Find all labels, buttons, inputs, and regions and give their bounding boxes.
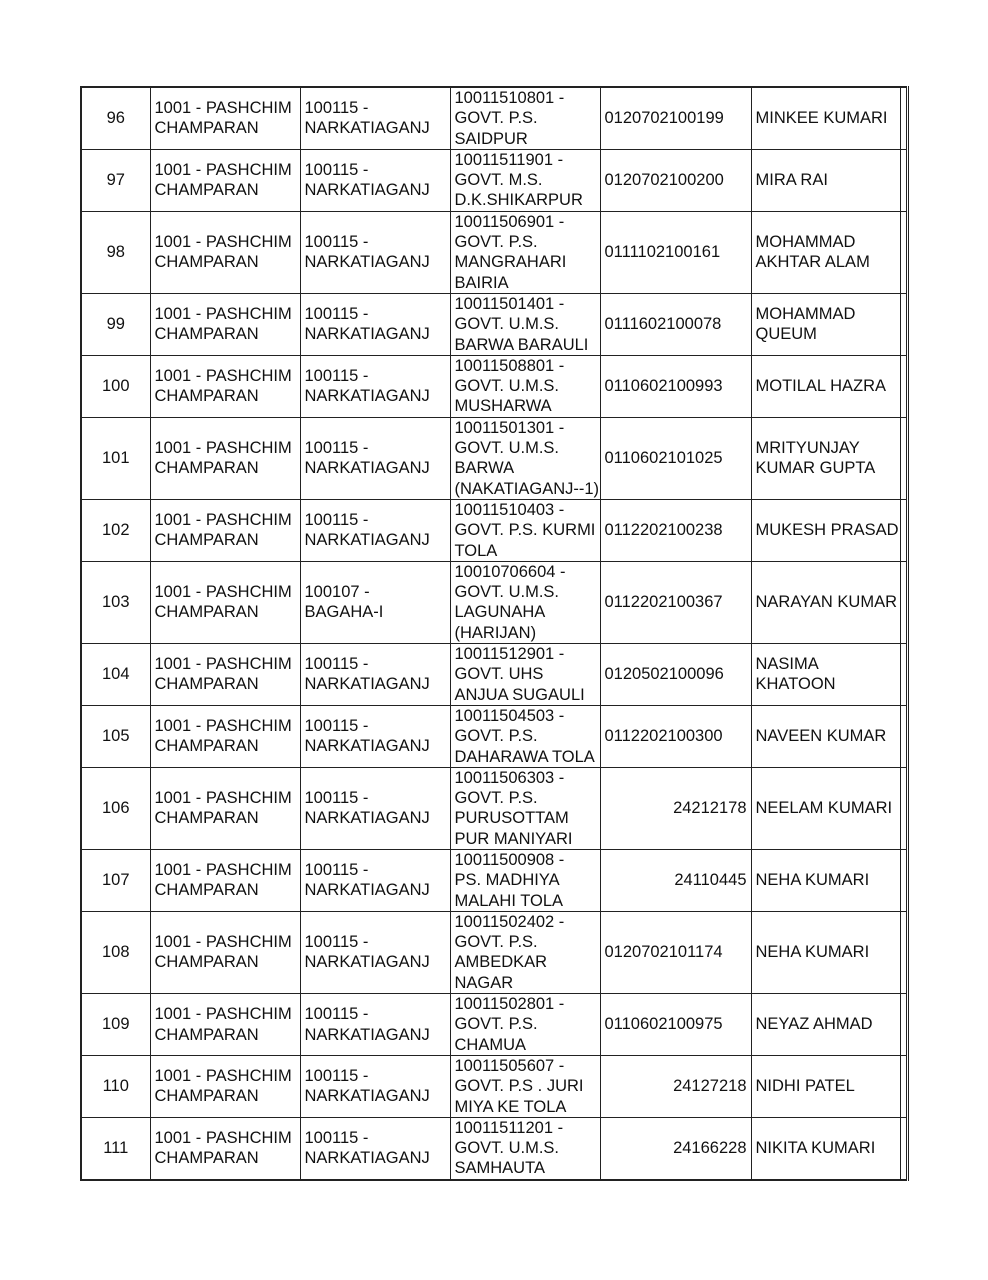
district-line: 1001 - PASHCHIM [154,1067,292,1086]
block-line: 100115 - [304,789,369,808]
district-line: CHAMPARAN [154,603,259,622]
name-line: MINKEE KUMARI [755,109,888,128]
district-cell [150,911,300,993]
block-cell [300,911,450,993]
serial-number-cell: 98 [81,211,150,293]
school-cell [450,417,600,499]
school-cell [450,211,600,293]
serial-number-cell: 103 [81,561,150,643]
school-line: (NAKATIAGANJ--1) [454,479,600,498]
serial-number-cell: 99 [81,293,150,355]
block-cell [300,293,450,355]
district-line: CHAMPARAN [154,531,259,550]
name-cell [751,705,900,767]
name-line: NEYAZ AHMAD [755,1015,873,1034]
employee-id-cell: 0110602100975 [600,994,751,1056]
table-row [81,355,907,417]
block-line: 100115 - [304,655,369,674]
name-line: KHATOON [755,675,836,694]
employee-id-cell: 0111602100078 [600,293,751,355]
district-cell [150,705,300,767]
name-line: MOHAMMAD [755,233,856,252]
serial-number-cell: 105 [81,705,150,767]
block-line: 100115 - [304,305,369,324]
school-cell [450,87,600,149]
row-edge [900,561,907,643]
school-line: GOVT. P.S. KURMI [454,521,596,540]
name-cell [751,561,900,643]
school-line: (HARIJAN) [454,623,537,642]
table-row [81,1117,907,1179]
district-line: 1001 - PASHCHIM [154,861,292,880]
block-cell [300,149,450,211]
school-cell [450,1117,600,1179]
employee-id-cell: 0111102100161 [600,211,751,293]
district-line: 1001 - PASHCHIM [154,439,292,458]
block-line: 100115 - [304,439,369,458]
school-line: 10011506901 - [454,212,565,231]
row-edge [900,911,907,993]
row-edge [900,705,907,767]
district-line: 1001 - PASHCHIM [154,655,292,674]
district-cell [150,1117,300,1179]
name-line: NARAYAN KUMAR [755,593,897,612]
name-cell [751,994,900,1056]
school-line: D.K.SHIKARPUR [454,191,583,210]
name-cell [751,499,900,561]
serial-number-cell: 101 [81,417,150,499]
school-cell [450,355,600,417]
district-line: CHAMPARAN [154,737,259,756]
school-cell [450,994,600,1056]
school-cell [450,149,600,211]
school-line: 10011502402 - [454,912,565,931]
school-line: 10011510403 - [454,500,565,519]
row-edge [900,1055,907,1117]
school-line: GOVT. U.M.S. [454,439,560,458]
block-line: 100115 - [304,717,369,736]
block-line: 100115 - [304,861,369,880]
serial-number-cell: 111 [81,1117,150,1179]
block-line: NARKATIAGANJ [304,387,430,406]
school-line: MUSHARWA [454,397,552,416]
district-line: 1001 - PASHCHIM [154,233,292,252]
school-cell [450,911,600,993]
district-cell [150,561,300,643]
school-line: GOVT. M.S. [454,171,543,190]
employee-id-cell: 0120502100096 [600,644,751,706]
district-line: 1001 - PASHCHIM [154,1128,292,1147]
district-line: 1001 - PASHCHIM [154,1005,292,1024]
table-row [81,994,907,1056]
block-cell [300,849,450,911]
block-line: 100115 - [304,933,369,952]
district-line: CHAMPARAN [154,809,259,828]
name-line: NEHA KUMARI [755,943,870,962]
school-line: 10011511201 - [454,1118,564,1137]
district-line: 1001 - PASHCHIM [154,583,292,602]
school-line: 10011506303 - [454,768,565,787]
school-line: DAHARAWA TOLA [454,747,595,766]
name-line: MOHAMMAD [755,305,856,324]
district-cell [150,211,300,293]
employee-id-cell: 0112202100238 [600,499,751,561]
school-line: GOVT. U.M.S. [454,315,560,334]
table-row [81,149,907,211]
row-edge [900,499,907,561]
name-line: MOTILAL HAZRA [755,377,886,396]
teacher-list-table [80,86,909,1181]
table-row [81,417,907,499]
block-line: 100115 - [304,1067,369,1086]
school-cell [450,849,600,911]
serial-number-cell: 100 [81,355,150,417]
district-line: CHAMPARAN [154,119,259,138]
district-cell [150,355,300,417]
name-cell [751,849,900,911]
employee-id-cell: 0120702100200 [600,149,751,211]
school-cell [450,499,600,561]
block-line: 100115 - [304,511,369,530]
district-line: 1001 - PASHCHIM [154,99,292,118]
table-row [81,211,907,293]
block-line: BAGAHA-I [304,603,384,622]
name-cell [751,211,900,293]
serial-number-cell: 110 [81,1055,150,1117]
employee-id-cell: 0110602101025 [600,417,751,499]
district-line: 1001 - PASHCHIM [154,717,292,736]
name-cell [751,644,900,706]
table-row [81,293,907,355]
district-cell [150,87,300,149]
district-line: CHAMPARAN [154,459,259,478]
name-cell [751,767,900,849]
school-line: GOVT. UHS [454,665,544,684]
name-cell [751,355,900,417]
block-cell [300,994,450,1056]
school-cell [450,705,600,767]
district-line: 1001 - PASHCHIM [154,789,292,808]
row-edge [900,849,907,911]
row-edge [900,293,907,355]
block-line: NARKATIAGANJ [304,809,430,828]
row-edge [900,211,907,293]
name-cell [751,1055,900,1117]
name-cell [751,87,900,149]
school-line: GOVT. P.S. [454,109,538,128]
school-line: GOVT. P.S. [454,233,538,252]
block-line: NARKATIAGANJ [304,181,430,200]
school-line: 10011510801 - [454,89,565,107]
district-line: CHAMPARAN [154,387,259,406]
district-cell [150,149,300,211]
district-line: CHAMPARAN [154,181,259,200]
row-edge [900,1117,907,1179]
school-line: PS. MADHIYA [454,871,560,890]
row-edge [900,644,907,706]
school-line: NAGAR [454,973,514,992]
block-line: NARKATIAGANJ [304,953,430,972]
school-cell [450,561,600,643]
district-line: CHAMPARAN [154,253,259,272]
school-line: 10011505607 - [454,1056,565,1075]
employee-id-cell: 0120702100199 [600,87,751,149]
school-line: GOVT. U.M.S. [454,583,560,602]
row-edge [900,994,907,1056]
name-cell [751,417,900,499]
table-row [81,705,907,767]
table-row [81,561,907,643]
school-line: PURUSOTTAM [454,809,569,828]
block-line: 100115 - [304,161,369,180]
block-line: NARKATIAGANJ [304,531,430,550]
school-cell [450,644,600,706]
block-line: NARKATIAGANJ [304,1149,430,1168]
school-line: MALAHI TOLA [454,891,564,910]
serial-number-cell: 96 [81,87,150,149]
name-line: QUEUM [755,325,817,344]
school-cell [450,1055,600,1117]
district-line: CHAMPARAN [154,1087,259,1106]
school-line: GOVT. P.S. [454,789,538,808]
name-line: NEHA KUMARI [755,871,870,890]
table-body [81,87,907,1180]
school-line: TOLA [454,541,498,560]
school-line: CHAMUA [454,1035,527,1054]
school-line: 10011501401 - [454,294,565,313]
district-cell [150,417,300,499]
district-line: CHAMPARAN [154,1025,259,1044]
school-line: ANJUA SUGAULI [454,685,585,704]
school-line: GOVT. P.S. [454,933,538,952]
school-line: 10011500908 - [454,850,565,869]
table-row [81,644,907,706]
name-line: NIKITA KUMARI [755,1139,876,1158]
school-line: GOVT. U.M.S. [454,1139,560,1158]
name-line: KUMAR GUPTA [755,459,876,478]
district-line: CHAMPARAN [154,675,259,694]
school-line: 10011502801 - [454,995,565,1014]
employee-id-cell: 24166228 [600,1117,751,1179]
employee-id-cell: 24127218 [600,1055,751,1117]
name-line: NASIMA [755,655,819,674]
serial-number-cell: 102 [81,499,150,561]
school-line: SAIDPUR [454,129,528,148]
block-cell [300,1117,450,1179]
district-line: CHAMPARAN [154,1149,259,1168]
district-line: 1001 - PASHCHIM [154,305,292,324]
district-line: 1001 - PASHCHIM [154,933,292,952]
school-line: MIYA KE TOLA [454,1097,567,1116]
name-line: MIRA RAI [755,171,828,190]
block-cell [300,87,450,149]
name-line: MRITYUNJAY [755,439,860,458]
block-cell [300,499,450,561]
block-line: NARKATIAGANJ [304,1025,430,1044]
employee-id-cell: 0110602100993 [600,355,751,417]
school-line: SAMHAUTA [454,1159,545,1178]
block-line: NARKATIAGANJ [304,119,430,138]
name-line: NEELAM KUMARI [755,799,893,818]
employee-id-cell: 0112202100367 [600,561,751,643]
school-cell [450,293,600,355]
school-line: AMBEDKAR [454,953,548,972]
serial-number-cell: 107 [81,849,150,911]
block-line: 100115 - [304,367,369,385]
block-line: NARKATIAGANJ [304,459,430,478]
school-line: 10011512901 - [454,645,565,664]
block-cell [300,211,450,293]
district-cell [150,767,300,849]
district-cell [150,644,300,706]
school-cell [450,767,600,849]
school-line: LAGUNAHA [454,603,546,622]
name-line: AKHTAR ALAM [755,253,870,272]
serial-number-cell: 109 [81,994,150,1056]
block-cell [300,767,450,849]
table-row [81,87,907,149]
employee-id-cell: 24110445 [600,849,751,911]
name-cell [751,1117,900,1179]
district-line: CHAMPARAN [154,881,259,900]
district-line: CHAMPARAN [154,325,259,344]
block-cell [300,417,450,499]
district-line: 1001 - PASHCHIM [154,511,292,530]
block-line: 100115 - [304,1128,369,1147]
district-cell [150,994,300,1056]
school-line: 10011511901 - [454,150,564,169]
district-cell [150,293,300,355]
table-row [81,911,907,993]
block-line: NARKATIAGANJ [304,253,430,272]
block-line: 100107 - [304,583,370,602]
serial-number-cell: 106 [81,767,150,849]
school-line: GOVT. P.S. [454,727,538,746]
employee-id-cell: 0120702101174 [600,911,751,993]
block-cell [300,705,450,767]
school-line: GOVT. P.S. [454,1015,538,1034]
school-line: MANGRAHARI [454,253,567,272]
serial-number-cell: 104 [81,644,150,706]
serial-number-cell: 97 [81,149,150,211]
block-cell [300,355,450,417]
employee-id-cell: 24212178 [600,767,751,849]
district-cell [150,1055,300,1117]
name-line: NIDHI PATEL [755,1077,855,1096]
serial-number-cell: 108 [81,911,150,993]
row-edge [900,355,907,417]
block-line: 100115 - [304,233,369,252]
block-line: NARKATIAGANJ [304,325,430,344]
block-line: NARKATIAGANJ [304,1087,430,1106]
block-line: NARKATIAGANJ [304,881,430,900]
row-edge [900,767,907,849]
district-cell [150,849,300,911]
block-line: NARKATIAGANJ [304,675,430,694]
block-cell [300,561,450,643]
name-cell [751,149,900,211]
district-line: 1001 - PASHCHIM [154,161,292,180]
school-line: BARWA [454,459,515,478]
block-cell [300,1055,450,1117]
row-edge [900,417,907,499]
block-cell [300,644,450,706]
school-line: GOVT. U.M.S. [454,377,560,396]
table-row [81,767,907,849]
name-line: MUKESH PRASAD [755,521,899,540]
district-line: CHAMPARAN [154,953,259,972]
block-line: NARKATIAGANJ [304,737,430,756]
school-line: BAIRIA [454,273,509,292]
block-line: 100115 - [304,99,369,118]
row-edge [900,149,907,211]
name-cell [751,293,900,355]
school-line: BARWA BARAULI [454,335,589,354]
school-line: 10011508801 - [454,356,565,375]
table-row [81,1055,907,1117]
employee-id-cell: 0112202100300 [600,705,751,767]
district-line: 1001 - PASHCHIM [154,367,292,385]
table-row [81,499,907,561]
district-cell [150,499,300,561]
school-line: GOVT. P.S . JURI [454,1077,584,1096]
table-row [81,849,907,911]
school-line: 10011501301 - [454,418,565,437]
school-line: 10011504503 - [454,706,565,725]
name-cell [751,911,900,993]
name-line: NAVEEN KUMAR [755,727,887,746]
block-line: 100115 - [304,1005,369,1024]
school-line: 10010706604 - [454,562,566,581]
row-edge [900,87,907,149]
school-line: PUR MANIYARI [454,829,573,848]
